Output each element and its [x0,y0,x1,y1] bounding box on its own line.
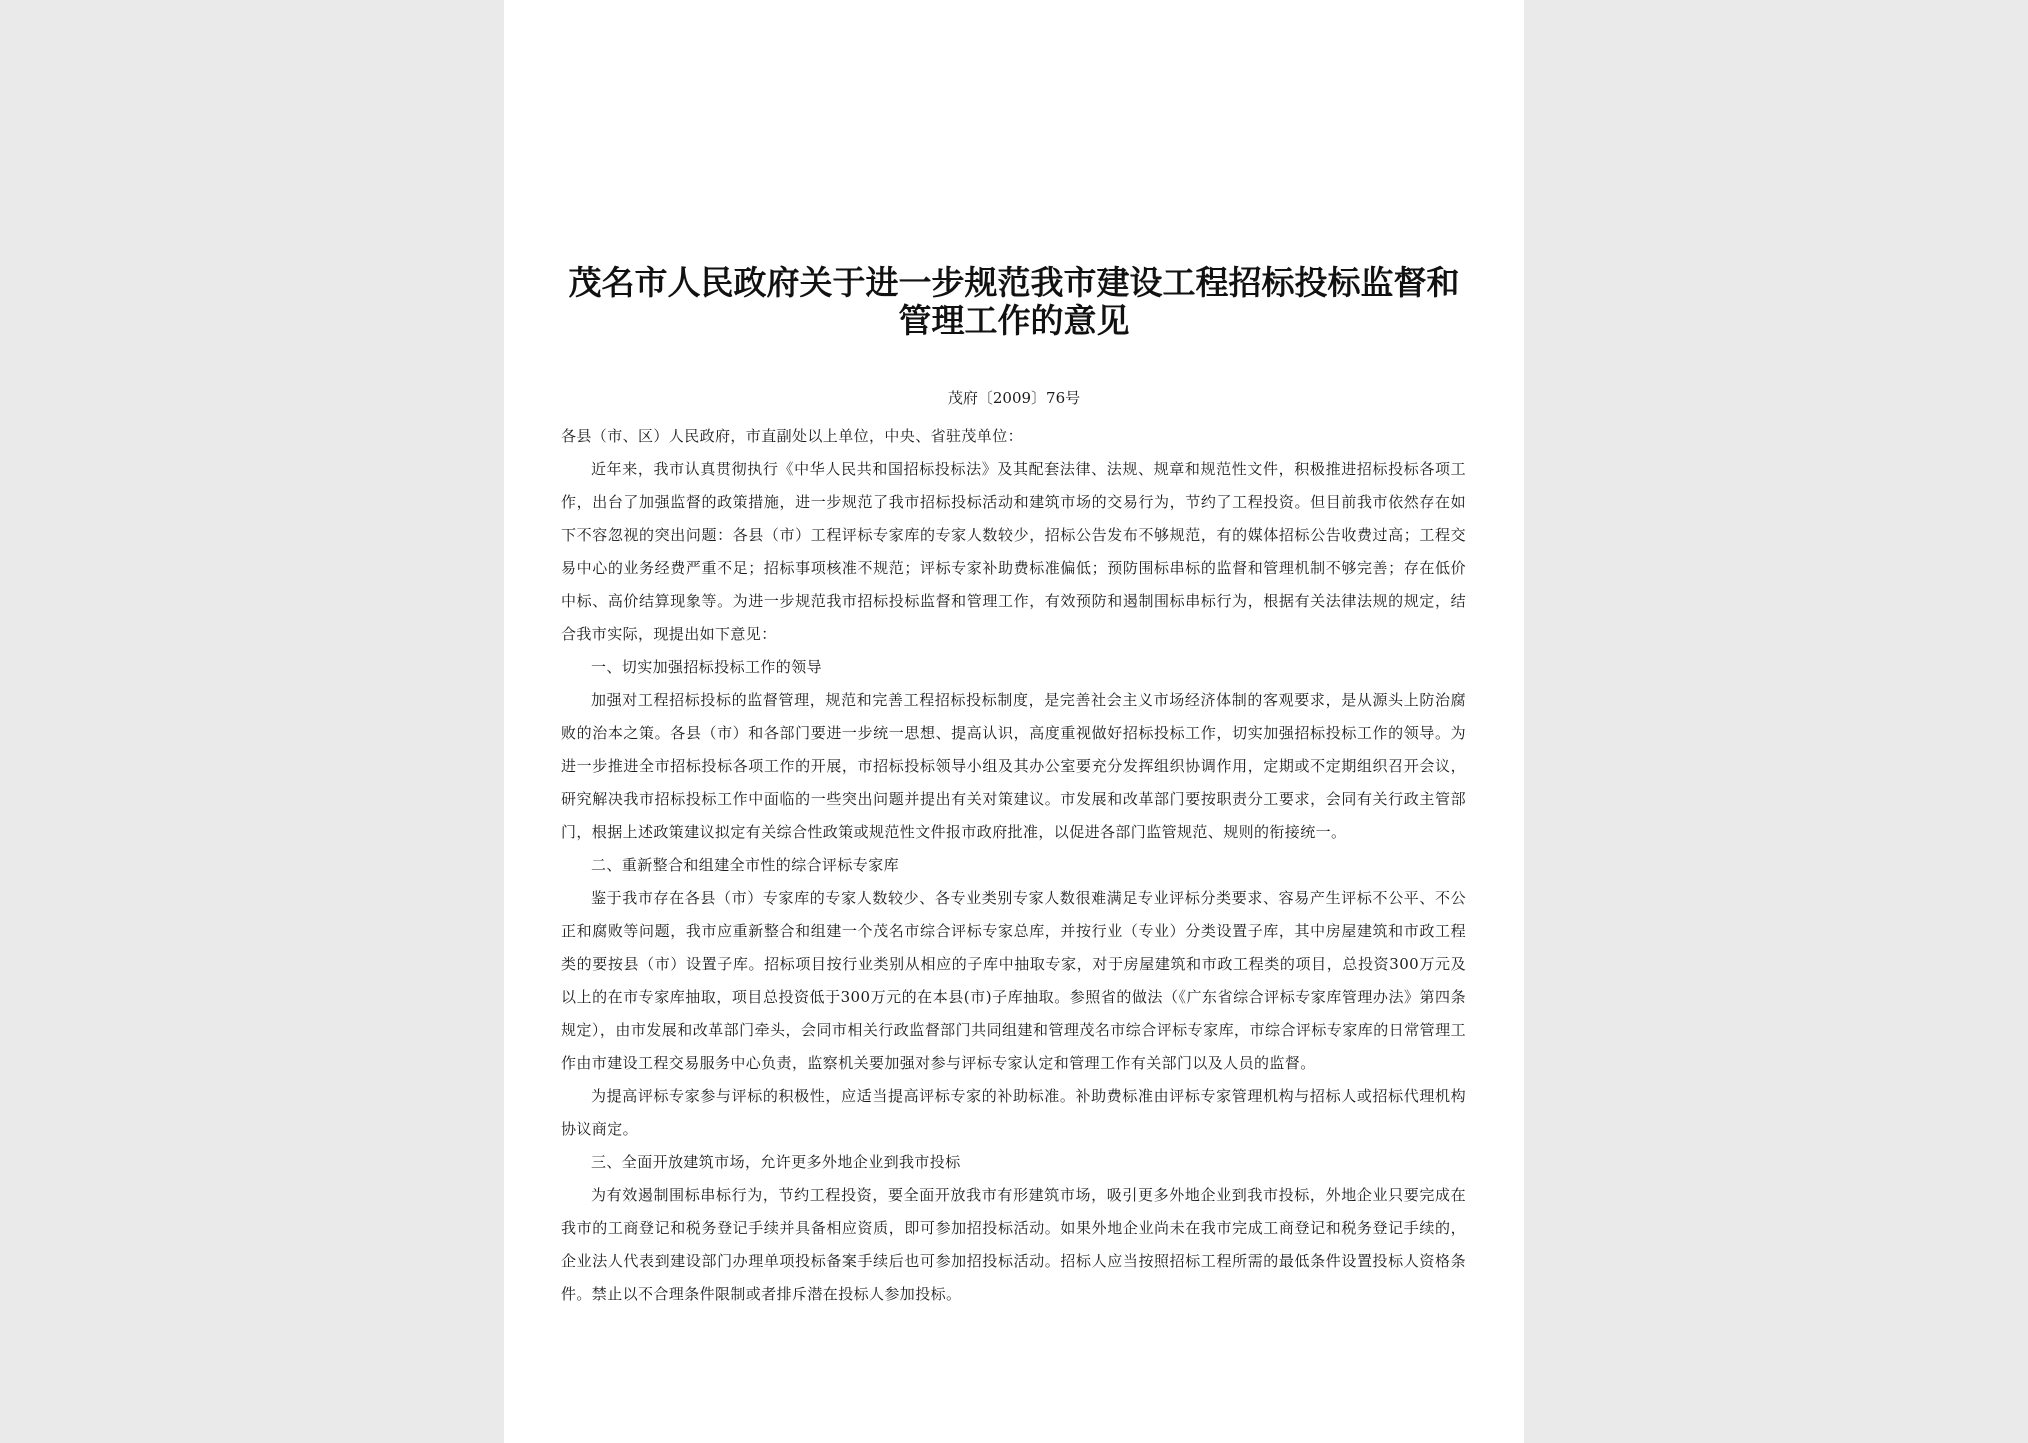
document-body [561,420,1466,1311]
paragraph-section-3: 为有效遏制围标串标行为，节约工程投资，要全面开放我市有形建筑市场，吸引更多外地企业到我市投标，外地企业只要完成在我市的工商登记和税务登记手续并具备相应资质，即可参加招投标活动。如果外地企业尚未在我市完成工商登记和税务登记手续的，企业法人代表到建设部门办理单项投标备案手续后也可参加招投标活动。招标人应当按照招标工程所需的最低条件设置投标人资格条件。禁止以不合理条件限制或者排斥潜在投标人参加投标。 [561,1186,1466,1303]
document-title: 茂名市人民政府关于进一步规范我市建设工程招标投标监督和管理工作的意见 [568,263,1460,340]
paragraph-intro: 近年来，我市认真贯彻执行《中华人民共和国招标投标法》及其配套法律、法规、规章和规范性文件，积极推进招标投标各项工作，出台了加强监督的政策措施，进一步规范了我市招标投标活动和建筑市场的交易行为，节约了工程投资。但目前我市依然存在如下不容忽视的突出问题：各县（市）工程评标专家库的专家人数较少，招标公告发布不够规范，有的媒体招标公告收费过高；工程交易中心的业务经费严重不足；招标事项核准不规范；评标专家补助费标准偏低；预防围标串标的监督和管理机制不够完善；存在低价中标、高价结算现象等。为进一步规范我市招标投标监督和管理工作，有效预防和遏制围标串标行为，根据有关法律法规的规定，结合我市实际，现提出如下意见： [561,460,1466,643]
section-heading-2: 二、重新整合和组建全市性的综合评标专家库 [591,856,900,874]
document-page [504,0,1524,1443]
paragraph-section-2a: 鉴于我市存在各县（市）专家库的专家人数较少、各专业类别专家人数很难满足专业评标分类要求、容易产生评标不公平、不公正和腐败等问题，我市应重新整合和组建一个茂名市综合评标专家总库，并按行业（专业）分类设置子库，其中房屋建筑和市政工程类的要按县（市）设置子库。招标项目按行业类别从相应的子库中抽取专家，对于房屋建筑和市政工程类的项目，总投资300万元及以上的在市专家库抽取，项目总投资低于300万元的在本县(市)子库抽取。参照省的做法（《广东省综合评标专家库管理办法》第四条规定），由市发展和改革部门牵头，会同市相关行政监督部门共同组建和管理茂名市综合评标专家库，市综合评标专家库的日常管理工作由市建设工程交易服务中心负责，监察机关要加强对参与评标专家认定和管理工作有关部门以及人员的监督。 [561,889,1466,1072]
section-heading-1: 一、切实加强招标投标工作的领导 [591,658,823,676]
salutation: 各县（市、区）人民政府，市直副处以上单位，中央、省驻茂单位： [561,427,1024,445]
document-number: 茂府〔2009〕76号 [947,389,1081,407]
section-heading-3: 三、全面开放建筑市场，允许更多外地企业到我市投标 [591,1153,961,1171]
paragraph-section-1: 加强对工程招标投标的监督管理，规范和完善工程招标投标制度，是完善社会主义市场经济体制的客观要求，是从源头上防治腐败的治本之策。各县（市）和各部门要进一步统一思想、提高认识，高度重视做好招标投标工作，切实加强招标投标工作的领导。为进一步推进全市招标投标各项工作的开展，市招标投标领导小组及其办公室要充分发挥组织协调作用，定期或不定期组织召开会议，研究解决我市招标投标工作中面临的一些突出问题并提出有关对策建议。市发展和改革部门要按职责分工要求，会同有关行政主管部门，根据上述政策建议拟定有关综合性政策或规范性文件报市政府批准，以促进各部门监管规范、规则的衔接统一。 [561,691,1466,841]
paragraph-section-2b: 为提高评标专家参与评标的积极性，应适当提高评标专家的补助标准。补助费标准由评标专家管理机构与招标人或招标代理机构协议商定。 [561,1087,1466,1138]
